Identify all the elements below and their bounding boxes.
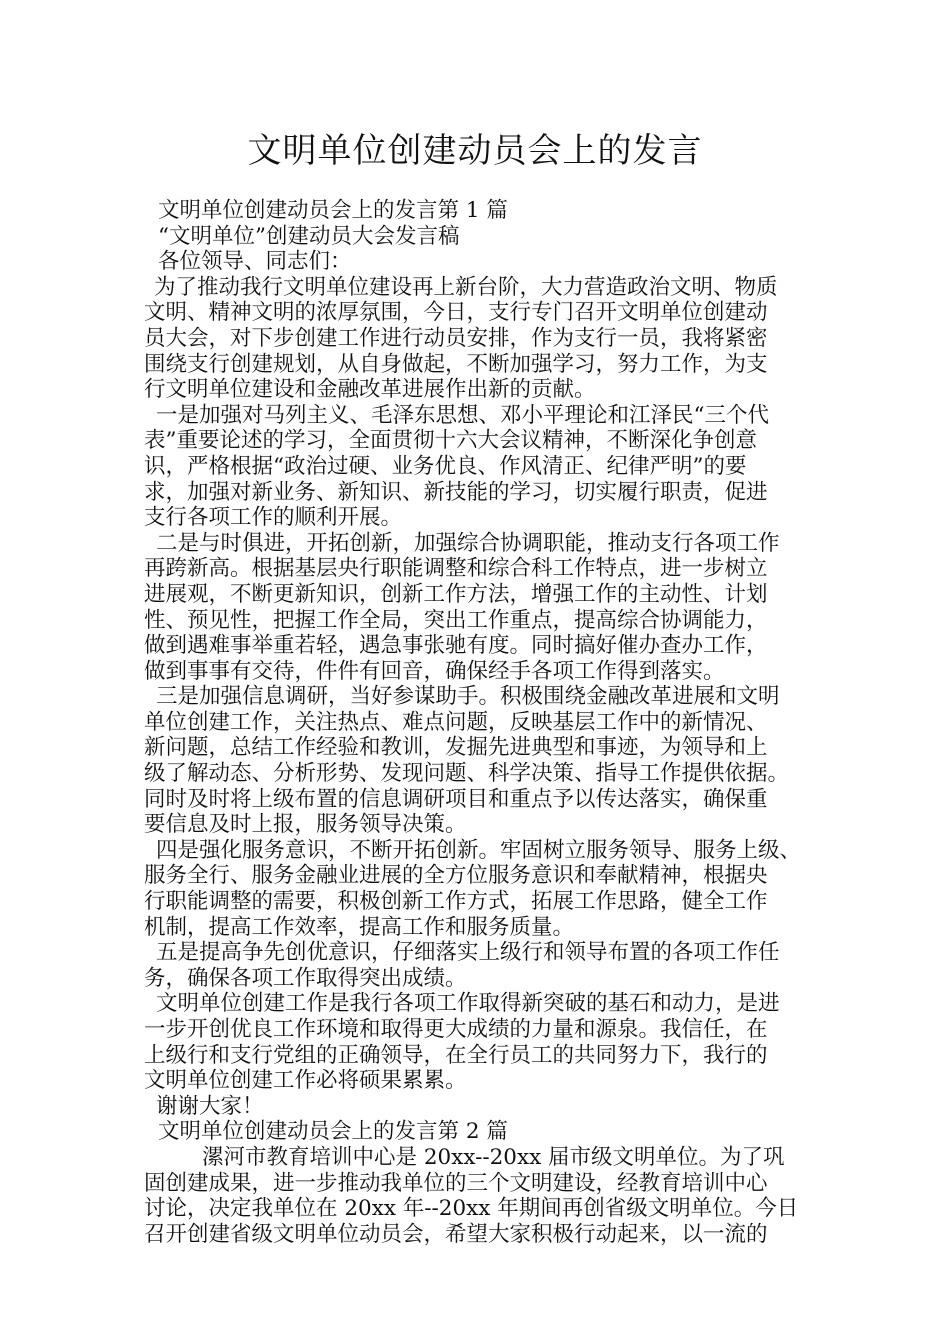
paragraph-line: 一步开创优良工作环境和取得更大成绩的力量和源泉。我信任，在 <box>144 1017 768 1042</box>
paragraph-line: 识，严格根据“政治过硬、业务优良、作风清正、纪律严明”的要 <box>144 453 747 479</box>
paragraph-line: 服务全行、服务金融业进展的全方位服务意识和奉献精神，根据央 <box>144 863 768 889</box>
paragraph-line: 做到遇难事举重若轻，遇急事张驰有度。同时搞好催办查办工作， <box>144 633 768 659</box>
paragraph-line: 围绕支行创建规划，从自身做起，不断加强学习，努力工作，为支 <box>144 351 768 377</box>
paragraph-line: 进展观，不断更新知识，创新工作方法，增强工作的主动性、计划 <box>144 581 768 607</box>
paragraph-line: 新问题，总结工作经验和教训，发掘先进典型和事迹，为领导和上 <box>144 735 768 761</box>
paragraph-line: 再跨新高。根据基层央行职能调整和综合科工作特点，进一步树立 <box>144 556 768 582</box>
paragraph-line: 文明、精神文明的浓厚氛围，今日，支行专门召开文明单位创建动 <box>144 300 768 326</box>
paragraph-line: 同时及时将上级布置的信息调研项目和重点予以传达落实，确保重 <box>144 786 768 812</box>
paragraph-line: 固创建成果，进一步推动我单位的三个文明建设，经教育培训中心 <box>144 1170 768 1196</box>
paragraph-line: 行文明单位建设和金融改革进展作出新的贡献。 <box>144 377 596 403</box>
paragraph-line: 三是加强信息调研，当好参谋助手。积极围绕金融改革进展和文明 <box>156 684 780 710</box>
paragraph-line: 机制，提高工作效率，提高工作和服务质量。 <box>144 914 575 940</box>
salutation: 各位领导、同志们： <box>158 249 352 275</box>
paragraph-line: 员大会，对下步创建工作进行动员安排，作为支行一员，我将紧密 <box>144 325 768 351</box>
paragraph-line: 漯河市教育培训中心是 20xx--20xx 届市级文明单位。为了巩 <box>202 1144 785 1170</box>
document-title: 文明单位创建动员会上的发言 <box>247 131 703 171</box>
paragraph-line: 召开创建省级文明单位动员会，希望大家积极行动起来，以一流的 <box>144 1221 768 1247</box>
paragraph-line: 一是加强对马列主义、毛泽东思想、邓小平理论和江泽民“三个代 <box>156 402 769 428</box>
paragraph-line: 上级行和支行党组的正确领导，在全行员工的共同努力下，我行的 <box>144 1042 768 1068</box>
paragraph-line: 要信息及时上报，服务领导决策。 <box>144 812 467 838</box>
paragraph-line: 二是与时俱进，开拓创新，加强综合协调职能，推动支行各项工作 <box>156 530 780 556</box>
paragraph-line: 表”重要论述的学习，全面贯彻十六大会议精神，不断深化争创意 <box>144 428 757 454</box>
subheading-speech: “文明单位”创建动员大会发言稿 <box>158 223 460 249</box>
paragraph-line: 讨论，决定我单位在 20xx 年--20xx 年期间再创省级文明单位。今日 <box>144 1196 799 1222</box>
heading-article-1: 文明单位创建动员会上的发言第 1 篇 <box>158 198 508 223</box>
paragraph-line: 文明单位创建工作是我行各项工作取得新突破的基石和动力，是进 <box>156 991 780 1017</box>
paragraph-line: 单位创建工作，关注热点、难点问题，反映基层工作中的新情况、 <box>144 709 768 735</box>
paragraph-line: 求，加强对新业务、新知识、新技能的学习，切实履行职责，促进 <box>144 479 768 505</box>
paragraph-line: 文明单位创建工作必将硕果累累。 <box>144 1068 467 1094</box>
paragraph-line: 支行各项工作的顺利开展。 <box>144 505 403 531</box>
paragraph-line: 五是提高争先创优意识，仔细落实上级行和领导布置的各项工作任 <box>156 940 780 966</box>
paragraph-line: 务，确保各项工作取得突出成绩。 <box>144 965 467 991</box>
paragraph-line: 做到事事有交待，件件有回音，确保经手各项工作得到落实。 <box>144 658 725 684</box>
paragraph-line: 为了推动我行文明单位建设再上新台阶，大力营造政治文明、物质 <box>154 274 778 300</box>
closing-thanks: 谢谢大家！ <box>156 1093 264 1119</box>
paragraph-line: 行职能调整的需要，积极创新工作方式，拓展工作思路，健全工作 <box>144 889 768 915</box>
paragraph-line: 四是强化服务意识，不断开拓创新。牢固树立服务领导、服务上级、 <box>156 837 802 863</box>
paragraph-line: 性、预见性，把握工作全局，突出工作重点，提高综合协调能力， <box>144 607 768 633</box>
document-body <box>144 198 824 1247</box>
paragraph-line: 级了解动态、分析形势、发现问题、科学决策、指导工作提供依据。 <box>144 761 790 787</box>
heading-article-2: 文明单位创建动员会上的发言第 2 篇 <box>158 1119 508 1145</box>
